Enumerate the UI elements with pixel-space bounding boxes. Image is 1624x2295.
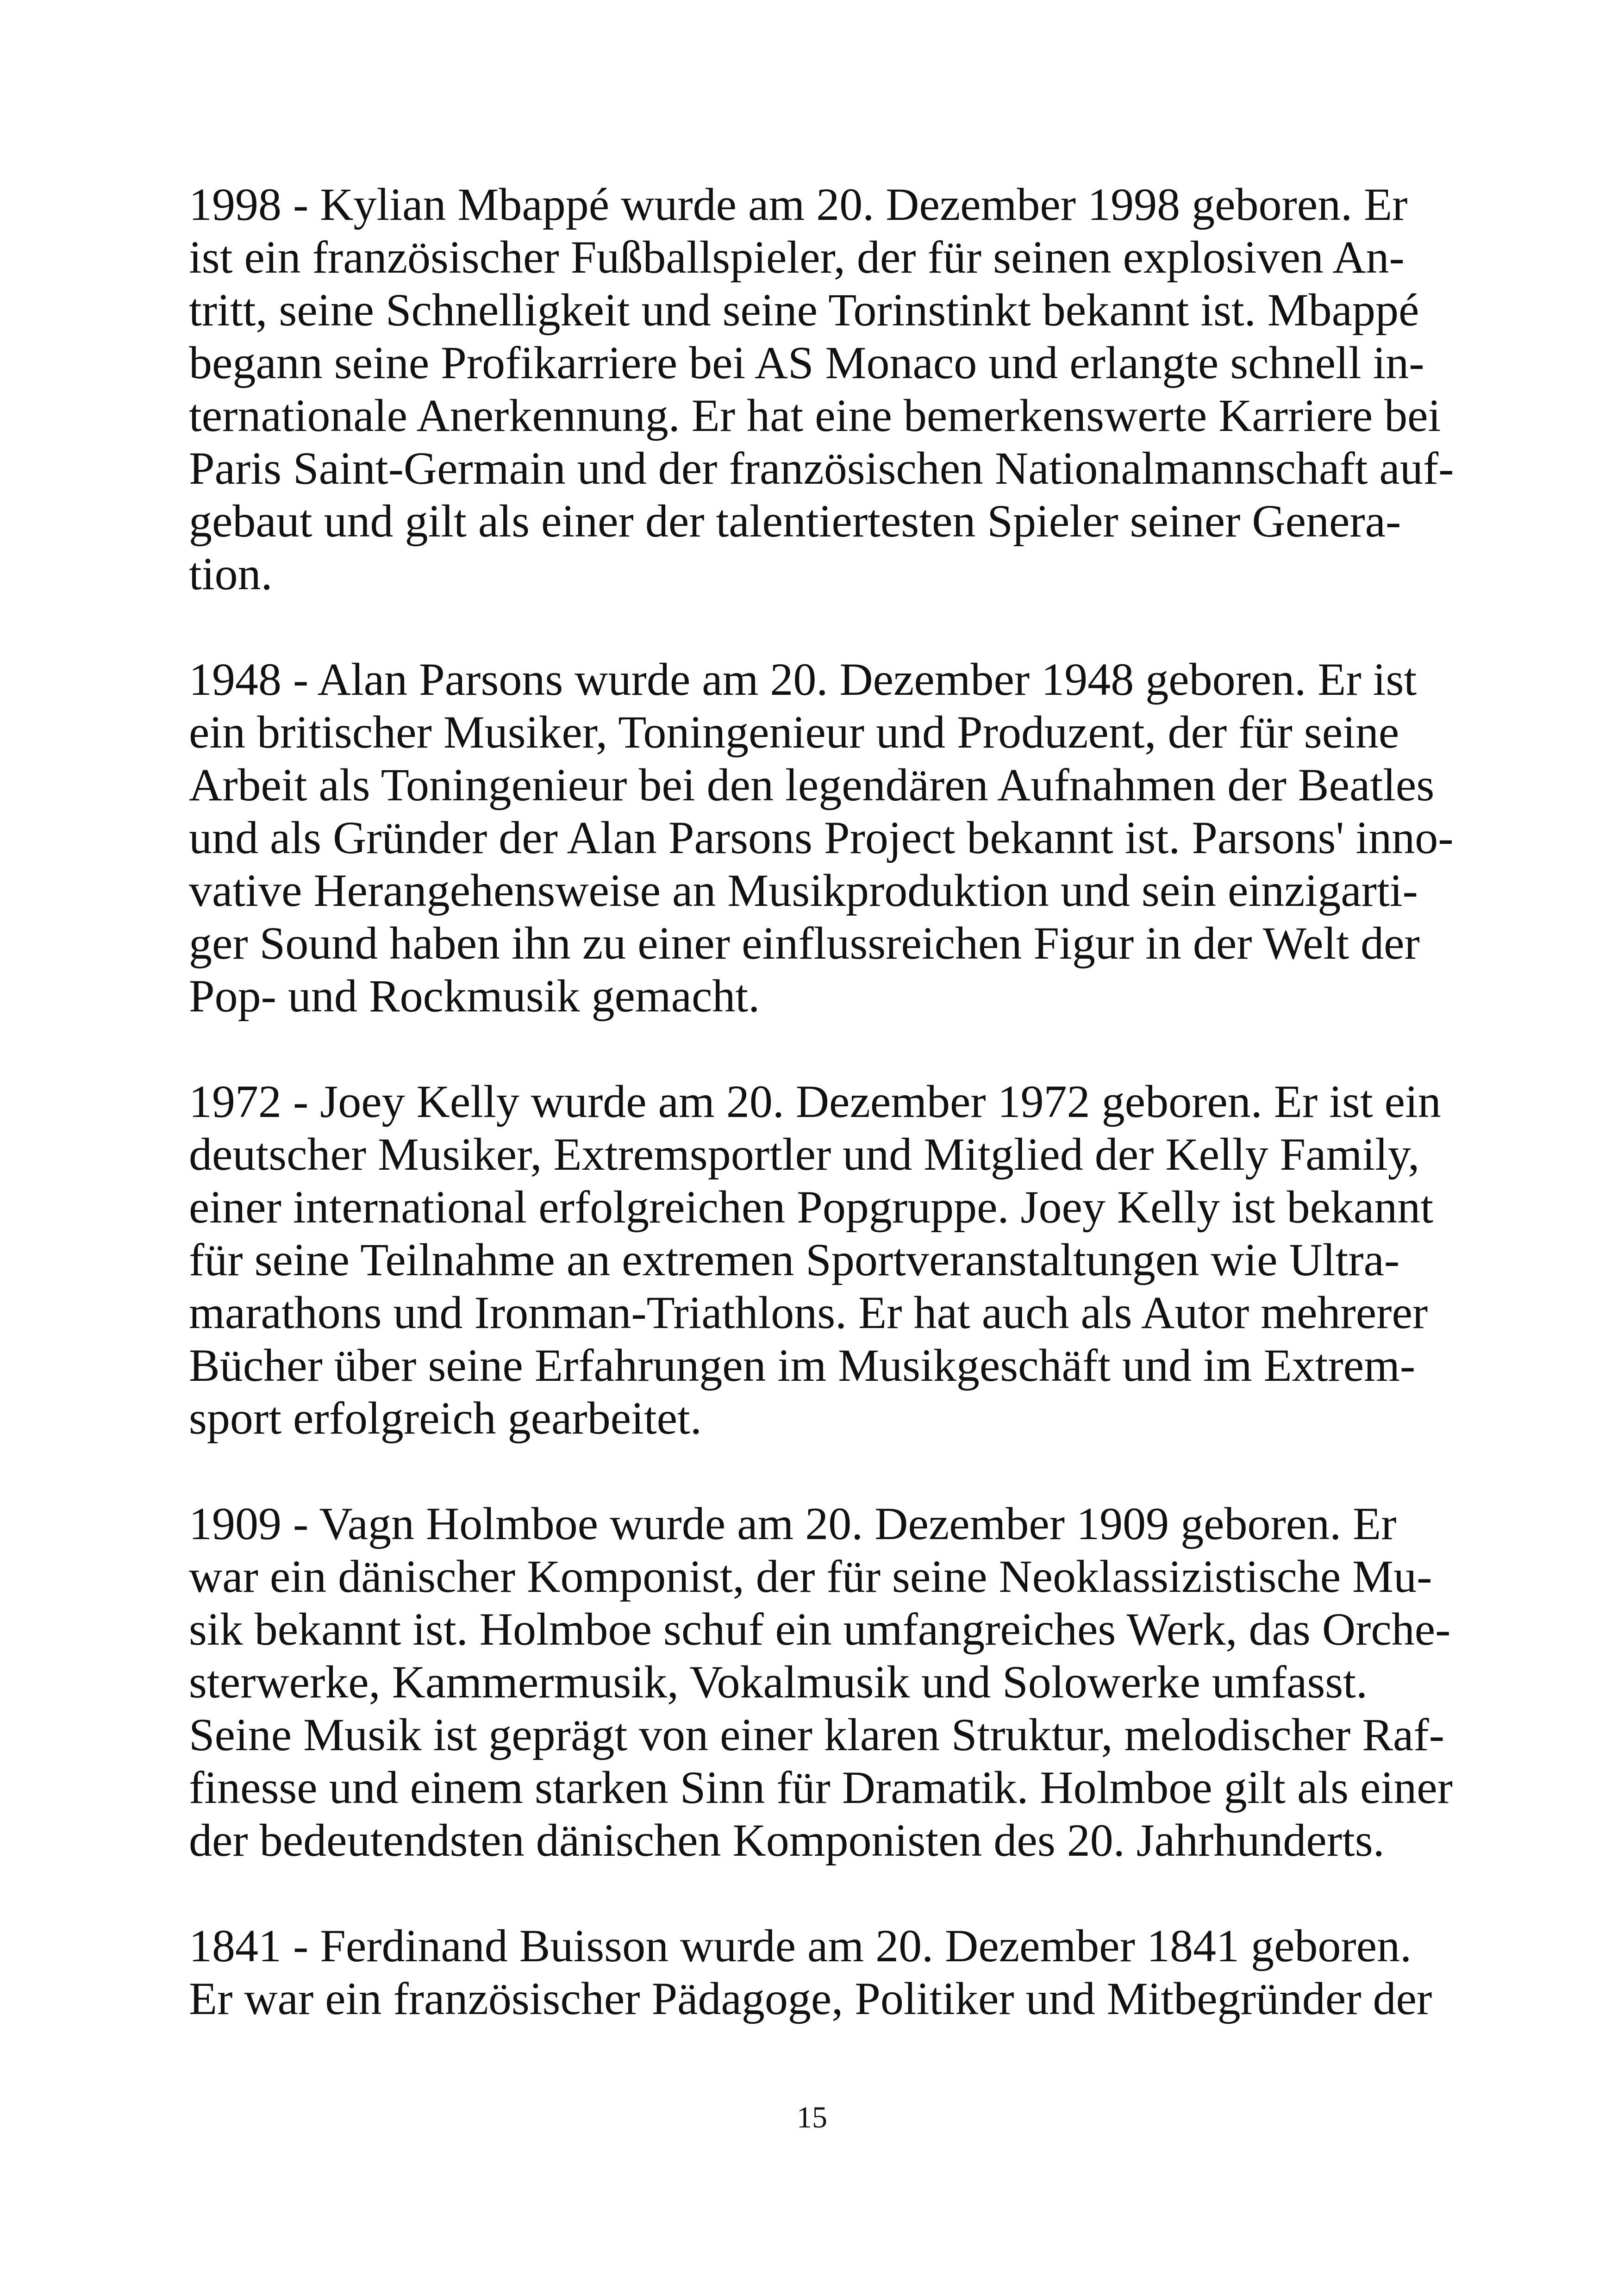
text-line: sik bekannt ist. Holmboe schuf ein umfangreiches Werk, das Orche- <box>189 1603 1451 1655</box>
text-line: ger Sound haben ihn zu einer einflussreichen Figur in der Welt der <box>189 917 1420 969</box>
text-line: Er war ein französischer Pädagoge, Politiker und Mitbegründer der <box>189 1973 1432 2024</box>
text-line: einer international erfolgreichen Popgruppe. Joey Kelly ist bekannt <box>189 1181 1434 1233</box>
text-line: marathons und Ironman-Triathlons. Er hat auch als Autor mehrerer <box>189 1287 1428 1338</box>
text-line: und als Gründer der Alan Parsons Project bekannt ist. Parsons' inno- <box>189 812 1454 863</box>
text-line: Seine Musik ist geprägt von einer klaren Struktur, melodischer Raf- <box>189 1709 1445 1760</box>
text-line: ist ein französischer Fußballspieler, der für seinen explosiven An- <box>189 231 1405 283</box>
body-text <box>189 178 1454 2078</box>
text-line: finesse und einem starken Sinn für Dramatik. Holmboe gilt als einer <box>189 1762 1453 1813</box>
text-line: Bücher über seine Erfahrungen im Musikgeschäft und im Extrem- <box>189 1340 1416 1391</box>
text-line: tion. <box>189 548 273 599</box>
text-line: tritt, seine Schnelligkeit und seine Torinstinkt bekannt ist. Mbappé <box>189 284 1419 336</box>
entry-1841-ferdinand-buisson <box>189 1920 1439 2025</box>
text-line: 1948 - Alan Parsons wurde am 20. Dezember 1948 geboren. Er ist <box>189 654 1417 705</box>
page-number: 15 <box>797 2101 827 2134</box>
text-line: sport erfolgreich gearbeitet. <box>189 1392 702 1444</box>
text-line: 1998 - Kylian Mbappé wurde am 20. Dezember 1998 geboren. Er <box>189 179 1408 230</box>
text-line: war ein dänischer Komponist, der für seine Neoklassizistische Mu- <box>189 1551 1432 1602</box>
entry-1948-alan-parsons <box>189 653 1454 1023</box>
text-line: 1972 - Joey Kelly wurde am 20. Dezember 1972 geboren. Er ist ein <box>189 1076 1441 1127</box>
text-line: gebaut und gilt als einer der talentiertesten Spieler seiner Genera- <box>189 495 1401 547</box>
entry-1972-joey-kelly <box>189 1075 1439 1445</box>
entry-1909-vagn-holmboe <box>189 1497 1453 1867</box>
text-line: begann seine Profikarriere bei AS Monaco und erlangte schnell in- <box>189 337 1424 388</box>
text-line: sterwerke, Kammermusik, Vokalmusik und Solowerke umfasst. <box>189 1656 1368 1708</box>
text-line: 1841 - Ferdinand Buisson wurde am 20. Dezember 1841 geboren. <box>189 1920 1412 1971</box>
text-line: der bedeutendsten dänischen Komponisten des 20. Jahrhunderts. <box>189 1815 1385 1866</box>
text-line: 1909 - Vagn Holmboe wurde am 20. Dezember 1909 geboren. Er <box>189 1498 1397 1549</box>
text-line: ternationale Anerkennung. Er hat eine bemerkenswerte Karriere bei <box>189 390 1441 441</box>
text-line: vative Herangehensweise an Musikproduktion und sein einzigarti- <box>189 865 1418 916</box>
text-line: für seine Teilnahme an extremen Sportveranstaltungen wie Ultra- <box>189 1234 1400 1285</box>
text-line: deutscher Musiker, Extremsportler und Mitglied der Kelly Family, <box>189 1129 1420 1180</box>
text-line: Pop- und Rockmusik gemacht. <box>189 970 760 1022</box>
text-line: ein britischer Musiker, Toningenieur und Produzent, der für seine <box>189 706 1399 758</box>
text-line: Paris Saint-Germain und der französischen Nationalmannschaft auf- <box>189 443 1454 494</box>
text-line: Arbeit als Toningenieur bei den legendären Aufnahmen der Beatles <box>189 759 1435 811</box>
entry-1998-kylian-mbappe <box>189 178 1454 600</box>
